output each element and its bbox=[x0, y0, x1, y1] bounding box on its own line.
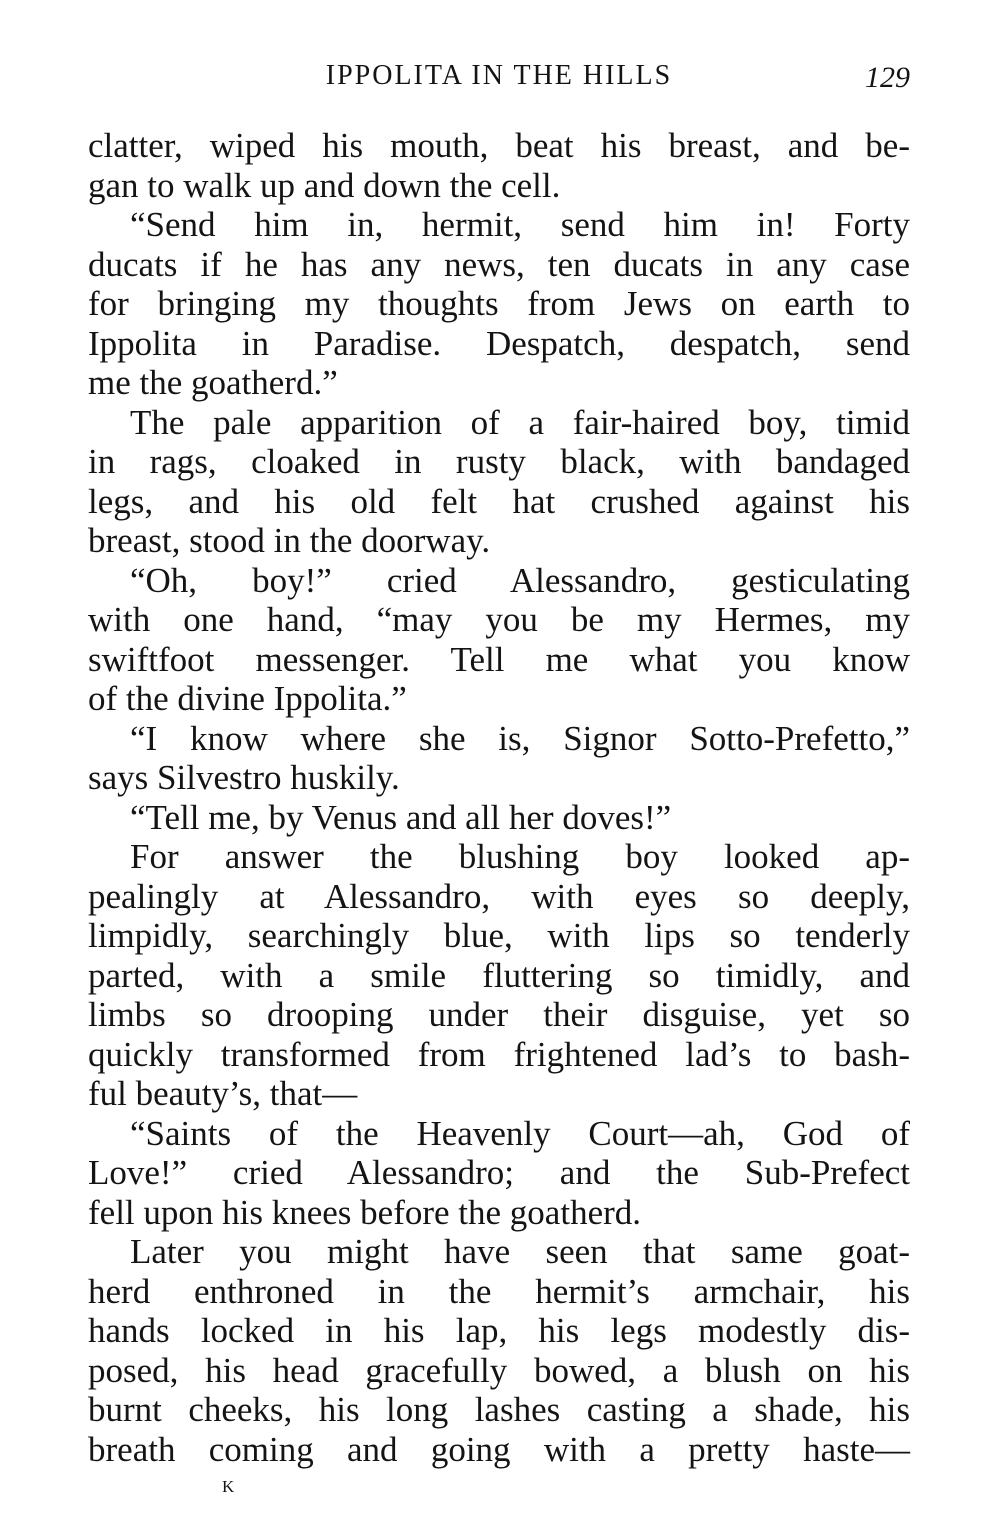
text-line: ducats if he has any news, ten ducats in any case bbox=[88, 244, 910, 284]
running-head bbox=[88, 56, 910, 96]
text-line: fell upon his knees before the goatherd. bbox=[88, 1192, 642, 1232]
signature-mark: K bbox=[222, 1477, 236, 1496]
text-line: ful beauty’s, that— bbox=[88, 1074, 358, 1113]
text-line: parted, with a smile fluttering so timidly, and bbox=[88, 955, 910, 995]
text-line: Love!” cried Alessandro; and the Sub-Prefect bbox=[88, 1153, 910, 1192]
text-line: with one hand, “may you be my Hermes, my bbox=[88, 600, 910, 639]
text-line: gan to walk up and down the cell. bbox=[88, 165, 561, 205]
text-line: burnt cheeks, his long lashes casting a shade, his bbox=[88, 1390, 910, 1429]
text-line: posed, his head gracefully bowed, a blush on his bbox=[88, 1350, 910, 1390]
text-line: pealingly at Alessandro, with eyes so deeply, bbox=[88, 876, 910, 916]
text-line: “Oh, boy!” cried Alessandro, gesticulating bbox=[130, 560, 910, 600]
text-line: hands locked in his lap, his legs modestly dis- bbox=[88, 1311, 910, 1350]
text-line: breath coming and going with a pretty haste— bbox=[88, 1429, 910, 1469]
text-line: quickly transformed from frightened lad’s to bash- bbox=[88, 1034, 910, 1074]
text-line: The pale apparition of a fair-haired boy, timid bbox=[130, 402, 910, 442]
text-line: Ippolita in Paradise. Despatch, despatch, send bbox=[88, 323, 910, 363]
text-line: for bringing my thoughts from Jews on earth to bbox=[88, 284, 910, 323]
text-line: “I know where she is, Signor Sotto-Prefetto,” bbox=[130, 718, 910, 758]
text-line: “Saints of the Heavenly Court—ah, God of bbox=[130, 1113, 910, 1153]
text-line: swiftfoot messenger. Tell me what you know bbox=[88, 639, 910, 679]
text-line: clatter, wiped his mouth, beat his breast, and be- bbox=[88, 126, 910, 165]
running-title: IPPOLITA IN THE HILLS bbox=[325, 60, 673, 91]
text-line: of the divine Ippolita.” bbox=[88, 679, 407, 718]
page-number: 129 bbox=[865, 61, 910, 94]
text-line: limbs so drooping under their disguise, yet so bbox=[88, 995, 910, 1034]
text-line: in rags, cloaked in rusty black, with bandaged bbox=[88, 442, 910, 481]
text-line: breast, stood in the doorway. bbox=[88, 521, 491, 560]
text-line: limpidly, searchingly blue, with lips so tenderly bbox=[88, 916, 910, 955]
body-text bbox=[88, 126, 910, 1469]
text-line: legs, and his old felt hat crushed against his bbox=[88, 481, 910, 521]
text-line: For answer the blushing boy looked ap- bbox=[130, 837, 910, 876]
text-line: “Send him in, hermit, send him in! Forty bbox=[130, 205, 910, 244]
text-line: Later you might have seen that same goat- bbox=[130, 1232, 910, 1271]
text-line: herd enthroned in the hermit’s armchair, his bbox=[88, 1271, 910, 1311]
text-line: says Silvestro huskily. bbox=[88, 758, 400, 797]
text-line: me the goatherd.” bbox=[88, 363, 338, 402]
text-line: “Tell me, by Venus and all her doves!” bbox=[130, 797, 672, 837]
